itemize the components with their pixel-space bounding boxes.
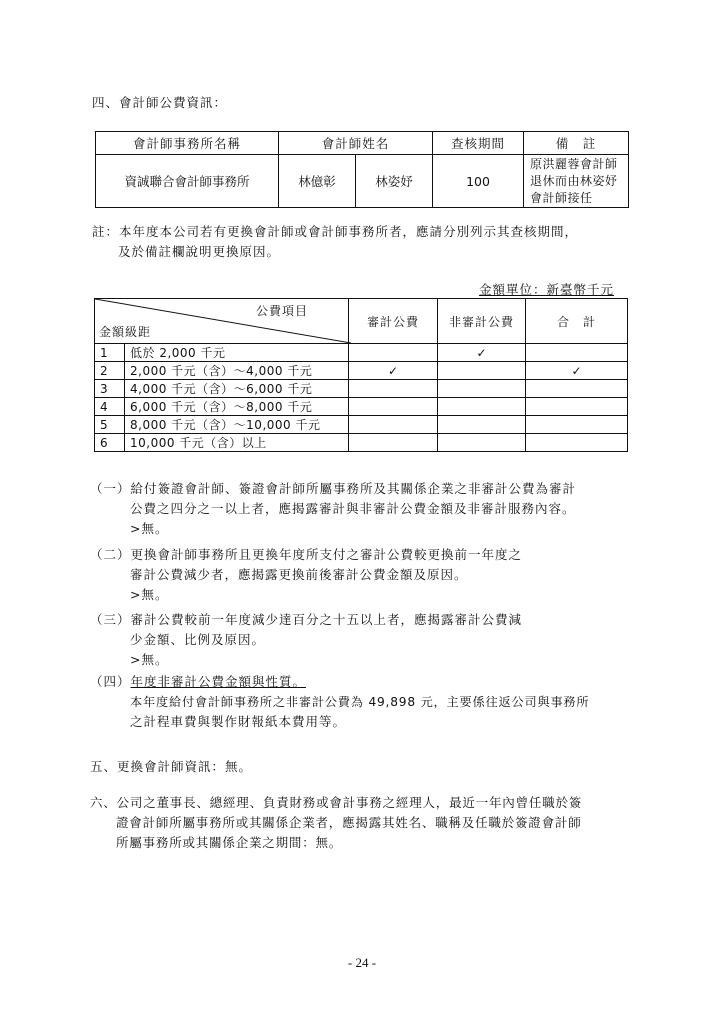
item4-prefix: （四） — [90, 674, 131, 689]
row-range: 8,000 千元（含）～10,000 千元 — [125, 416, 349, 434]
item1-line-3: >無。 — [130, 521, 169, 536]
header-cpa: 會計師姓名 — [279, 132, 433, 155]
row-audit: ✓ — [349, 362, 438, 380]
fee-row — [95, 344, 628, 362]
row-no: 2 — [95, 362, 125, 380]
item4-line-1 — [90, 672, 306, 692]
section6-line-3: 所屬事務所或其關係企業之期間：無。 — [116, 835, 343, 850]
diag-top-label: 公費項目 — [255, 304, 308, 318]
remark-line-1: 原洪麗蓉會計師 — [530, 156, 618, 171]
row-no: 1 — [95, 344, 125, 362]
fee-table — [94, 298, 628, 452]
audit-period: 100 — [433, 155, 524, 208]
page-number: - 24 - — [347, 955, 377, 970]
header-remark: 備 註 — [524, 132, 629, 155]
row-range: 2,000 千元（含）～4,000 千元 — [125, 362, 349, 380]
row-nonaudit — [438, 398, 526, 416]
row-total — [526, 398, 628, 416]
header-total: 合 計 — [526, 299, 628, 344]
section4-title: 四、會計師公費資訊： — [92, 95, 228, 110]
section6-line-1: 六、公司之董事長、總經理、負責財務或會計事務之經理人，最近一年內曾任職於簽 — [90, 795, 583, 810]
row-range: 10,000 千元（含）以上 — [125, 434, 349, 452]
unit-label: 金額單位：新臺幣千元 — [479, 282, 615, 297]
diagonal-header-cell — [95, 299, 349, 344]
fee-row — [95, 380, 628, 398]
item2-line-3: >無。 — [130, 587, 169, 602]
row-range: 6,000 千元（含）～8,000 千元 — [125, 398, 349, 416]
section5: 五、更換會計師資訊：無。 — [90, 759, 253, 774]
row-audit — [349, 398, 438, 416]
section6-line-2: 證會計師所屬事務所或其關係企業者，應揭露其姓名、職稱及任職於簽證會計師 — [116, 815, 582, 830]
row-no: 3 — [95, 380, 125, 398]
row-range: 低於 2,000 千元 — [125, 344, 349, 362]
row-audit — [349, 344, 438, 362]
row-nonaudit — [438, 416, 526, 434]
row-range: 4,000 千元（含）～6,000 千元 — [125, 380, 349, 398]
remark-line-3: 會計師接任 — [530, 190, 593, 205]
row-nonaudit: ✓ — [438, 344, 526, 362]
remark-cell — [524, 155, 629, 208]
item3-line-2: 少金額、比例及原因。 — [130, 632, 266, 647]
fee-row — [95, 362, 628, 380]
row-total — [526, 434, 628, 452]
fee-row — [95, 416, 628, 434]
item3-line-1: （三）審計公費較前一年度減少達百分之十五以上者，應揭露審計公費減 — [90, 612, 523, 627]
row-total — [526, 416, 628, 434]
row-total — [526, 344, 628, 362]
note-line-1: 註：本年度本公司若有更換會計師或會計師事務所者，應請分別列示其查核期間， — [92, 224, 579, 239]
note-line-2: 及於備註欄說明更換原因。 — [118, 244, 281, 259]
row-no: 5 — [95, 416, 125, 434]
item3-line-3: >無。 — [130, 652, 169, 667]
fee-table-header — [95, 299, 628, 344]
header-firm: 會計師事務所名稱 — [96, 132, 279, 155]
fee-row — [95, 434, 628, 452]
item4-line-3: 之計程車費與製作財報紙本費用等。 — [130, 714, 347, 729]
row-no: 4 — [95, 398, 125, 416]
row-audit — [349, 434, 438, 452]
item4-line-2: 本年度給付會計師事務所之非審計公費為 49,898 元，主要係往返公司與事務所 — [130, 695, 590, 709]
row-nonaudit — [438, 380, 526, 398]
item2-line-1: （二）更換會計師事務所且更換年度所支付之審計公費較更換前一年度之 — [90, 547, 523, 562]
cpa-name-1: 林億彰 — [279, 155, 356, 208]
header-audit-fee: 審計公費 — [349, 299, 438, 344]
item1-line-2: 公費之四分之一以上者，應揭露審計與非審計公費金額及非審計服務內容。 — [130, 501, 576, 516]
remark-line-2: 退休而由林姿妤 — [530, 173, 618, 188]
row-nonaudit — [438, 434, 526, 452]
item4-title: 年度非審計公費金額與性質。 — [130, 674, 307, 689]
firm-name: 資誠聯合會計師事務所 — [96, 155, 279, 208]
row-audit — [349, 380, 438, 398]
item2-line-2: 審計公費減少者，應揭露更換前後審計公費金額及原因。 — [130, 567, 468, 582]
row-no: 6 — [95, 434, 125, 452]
auditor-table-row — [96, 155, 629, 208]
row-nonaudit — [438, 362, 526, 380]
header-period: 查核期間 — [433, 132, 524, 155]
row-audit — [349, 416, 438, 434]
diag-bottom-label: 金額級距 — [99, 325, 152, 339]
cpa-name-2: 林姿妤 — [356, 155, 433, 208]
row-total — [526, 380, 628, 398]
item1-line-1: （一）給付簽證會計師、簽證會計師所屬事務所及其關係企業之非審計公費為審計 — [90, 481, 577, 496]
row-total: ✓ — [526, 362, 628, 380]
auditor-table-header — [96, 132, 629, 155]
fee-row — [95, 398, 628, 416]
header-nonaudit-fee: 非審計公費 — [438, 299, 526, 344]
auditor-table — [95, 131, 629, 208]
